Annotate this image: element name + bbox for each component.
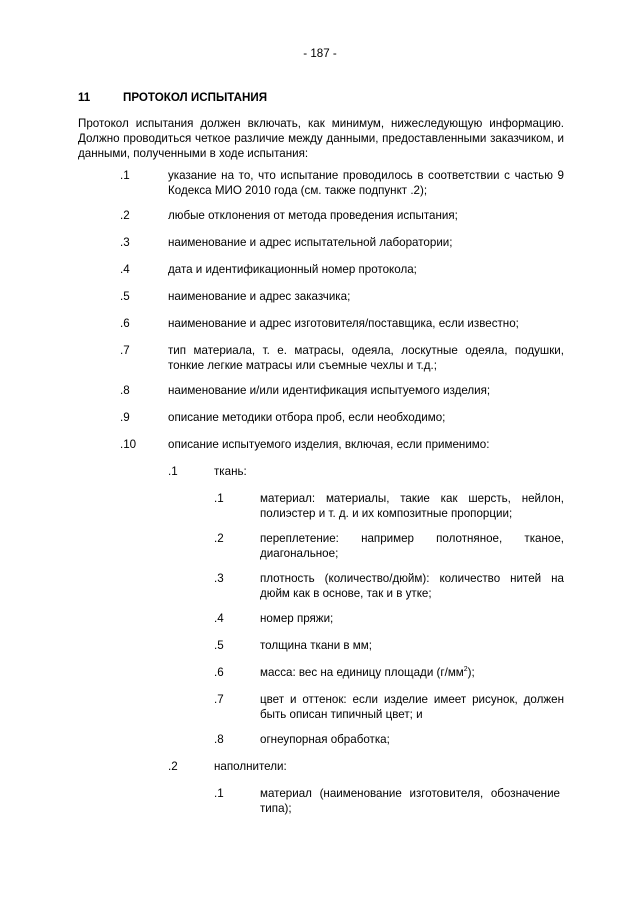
filler-item-number: .1 bbox=[214, 787, 224, 800]
fabric-item-number: .7 bbox=[214, 693, 224, 706]
item-number: .1 bbox=[120, 169, 130, 182]
fabric-item-text: толщина ткани в мм; bbox=[260, 639, 372, 652]
superscript: 2 bbox=[463, 666, 468, 674]
mass-text: масса: вес на единицу площади (г/мм bbox=[260, 666, 464, 679]
fabric-item-text: материал: материалы, такие как шерсть, нейлон, полиэстер и т. д. и их композитные пропорции; bbox=[260, 492, 564, 520]
item-text: указание на то, что испытание проводилось в соответствии с частью 9 Кодекса МИО 2010 года (см. также подпункт .2); bbox=[168, 169, 564, 197]
fabric-item-text: огнеупорная обработка; bbox=[260, 733, 390, 746]
fabric-item-text: переплетение: например полотняное, тканое, диагональное; bbox=[260, 532, 564, 560]
mass-text-end: ); bbox=[467, 666, 475, 679]
item-number: .5 bbox=[120, 290, 130, 303]
item-text: описание испытуемого изделия, включая, если применимо: bbox=[168, 438, 490, 451]
fabric-item-text bbox=[260, 665, 564, 680]
item-number: .2 bbox=[120, 209, 130, 222]
section-heading bbox=[78, 90, 267, 105]
item-number: .6 bbox=[120, 317, 130, 330]
fabric-item-number: .3 bbox=[214, 572, 224, 585]
subitem-text: наполнители: bbox=[214, 760, 287, 773]
item-text: наименование и адрес заказчика; bbox=[168, 290, 351, 303]
fabric-item-number: .2 bbox=[214, 532, 224, 545]
fabric-item-number: .1 bbox=[214, 492, 224, 505]
item-number: .3 bbox=[120, 236, 130, 249]
subitem-text: ткань: bbox=[214, 465, 247, 478]
item-number: .10 bbox=[120, 438, 137, 451]
fabric-item-number: .4 bbox=[214, 612, 224, 625]
item-text: наименование и адрес испытательной лаборатории; bbox=[168, 236, 453, 249]
item-text: тип материала, т. е. матрасы, одеяла, лоскутные одеяла, подушки, тонкие легкие матрасы или съемные чехлы и т.д.; bbox=[168, 344, 564, 372]
page-number: - 187 - bbox=[303, 47, 337, 60]
section-title: ПРОТОКОЛ ИСПЫТАНИЯ bbox=[123, 91, 268, 104]
item-text: наименование и адрес изготовителя/поставщика, если известно; bbox=[168, 317, 519, 330]
item-number: .9 bbox=[120, 411, 130, 424]
intro-paragraph: Протокол испытания должен включать, как минимум, нижеследующую информацию. Должно проводиться четкое различие между данными, предоставленными заказчиком, и данными, полученными в ходе испытания: bbox=[78, 117, 564, 160]
section-number: 11 bbox=[78, 91, 91, 104]
item-number: .8 bbox=[120, 384, 130, 397]
fabric-item-number: .8 bbox=[214, 733, 224, 746]
item-text: наименование и/или идентификация испытуемого изделия; bbox=[168, 384, 491, 397]
subitem-number: .2 bbox=[168, 760, 178, 773]
fabric-item-text: цвет и оттенок: если изделие имеет рисунок, должен быть описан типичный цвет; и bbox=[260, 693, 564, 721]
subitem-number: .1 bbox=[168, 465, 178, 478]
fabric-item-text: номер пряжи; bbox=[260, 612, 334, 625]
filler-item-text: материал (наименование изготовителя, обозначение типа); bbox=[260, 787, 560, 815]
fabric-item-text: плотность (количество/дюйм): количество нитей на дюйм как в основе, так и в утке; bbox=[260, 572, 564, 600]
item-number: .7 bbox=[120, 344, 130, 357]
item-text: описание методики отбора проб, если необходимо; bbox=[168, 411, 446, 424]
fabric-item-number: .5 bbox=[214, 639, 224, 652]
fabric-item-number: .6 bbox=[214, 666, 224, 679]
item-text: любые отклонения от метода проведения испытания; bbox=[168, 209, 458, 222]
item-text: дата и идентификационный номер протокола; bbox=[168, 263, 417, 276]
item-number: .4 bbox=[120, 263, 130, 276]
